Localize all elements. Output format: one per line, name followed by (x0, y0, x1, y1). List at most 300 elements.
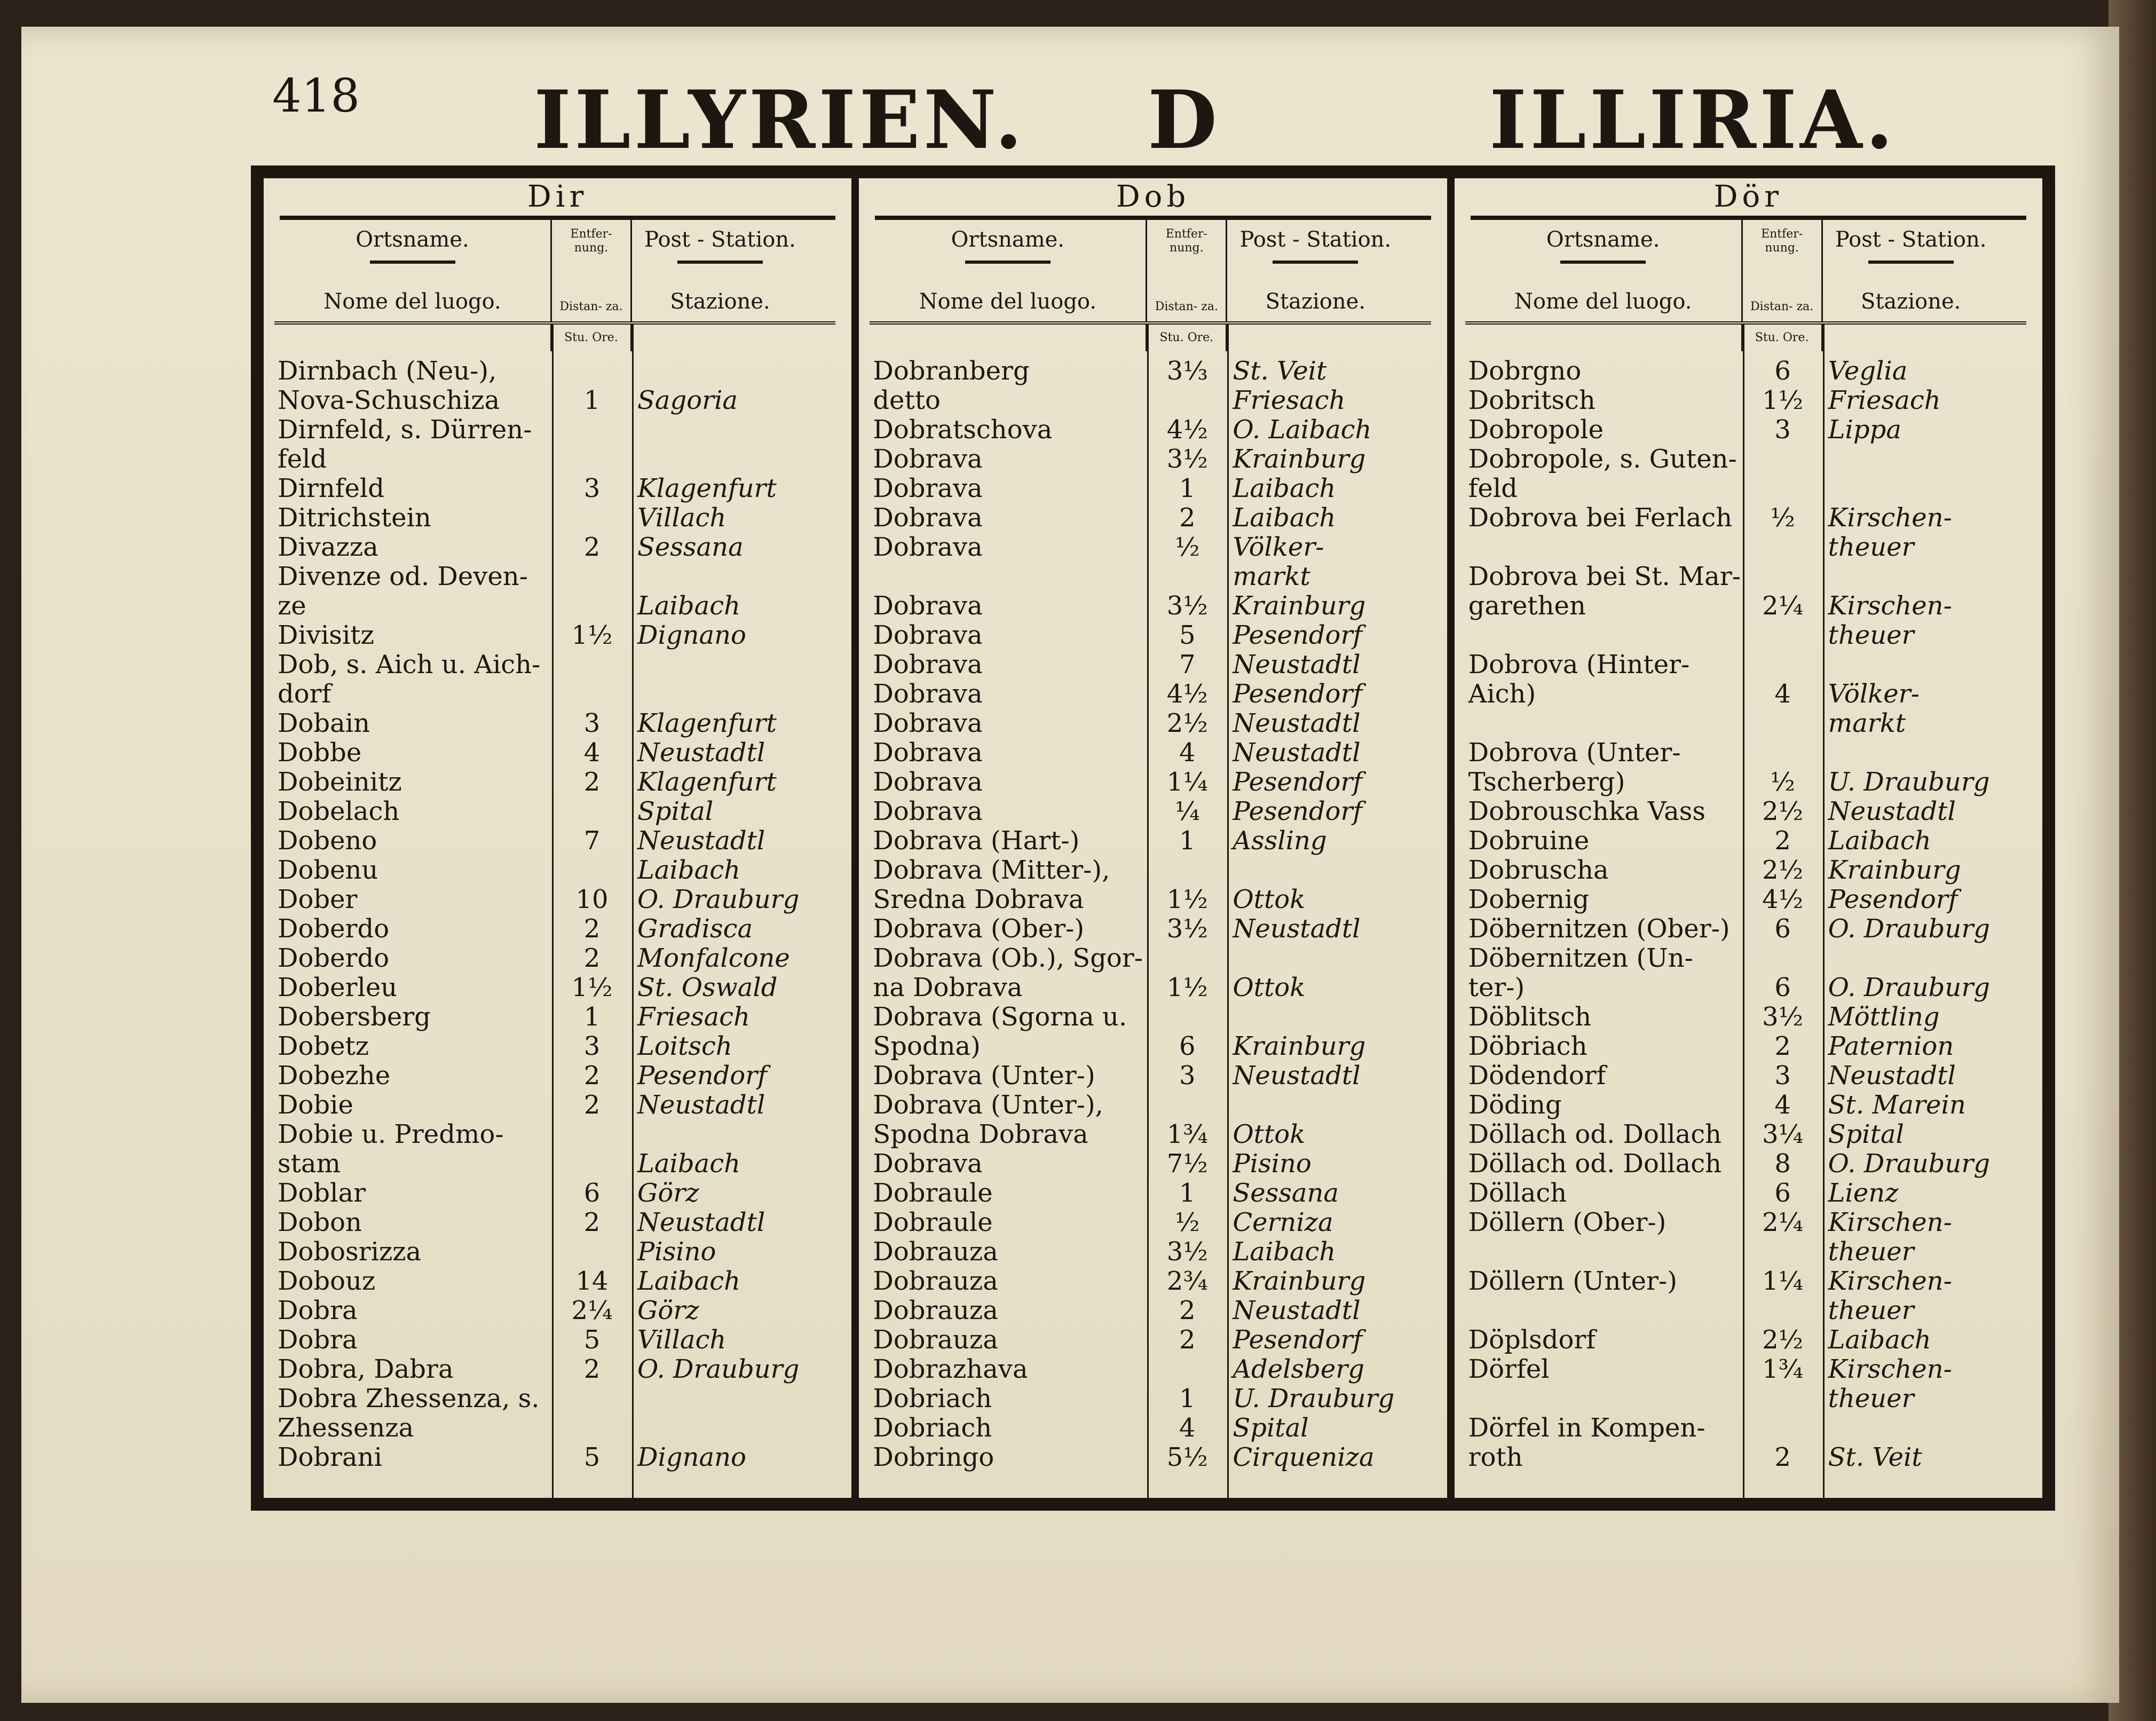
place-name (1465, 1296, 1743, 1325)
table-row (274, 1179, 835, 1208)
header-german: Entfer- nung. (1165, 227, 1207, 255)
table-row (870, 1267, 1431, 1296)
table-row (870, 474, 1431, 503)
table-row (1465, 621, 2026, 650)
place-name: Spodna) (873, 1032, 981, 1061)
table-row (1465, 357, 2026, 386)
post-station: theuer (1828, 1384, 1914, 1414)
table-row (1465, 914, 2026, 944)
table-row (274, 885, 835, 914)
place-name: Döbernitzen (Un- (1468, 944, 1693, 973)
distance (1147, 386, 1227, 415)
table-row (1465, 1091, 2026, 1120)
title-italian: ILLIRIA. (1489, 73, 1897, 167)
distance: 14 (575, 1266, 609, 1296)
distance: 6 (1179, 1031, 1196, 1061)
post-station: O. Laibach (1233, 415, 1372, 445)
column-header (870, 220, 1431, 325)
distance: 2¼ (571, 1296, 613, 1325)
post-station: Loitsch (637, 1032, 732, 1061)
place-name (1465, 1237, 1743, 1267)
post-station: Neustadtl (1233, 1061, 1361, 1091)
header-rule (1560, 260, 1646, 264)
distance (1743, 709, 1823, 738)
table-row (274, 1384, 835, 1414)
header-italian: Nome del luogo. (1514, 289, 1692, 314)
post-station: Pesendorf (1233, 768, 1363, 797)
place-name: Dobrava (873, 621, 983, 650)
distance (1743, 562, 1823, 591)
place-name: Dobruine (1468, 826, 1590, 856)
post-station: theuer (1828, 1237, 1914, 1267)
table-row (1465, 856, 2026, 885)
post-station: Sagoria (637, 386, 738, 415)
table-row (274, 357, 835, 386)
place-name: Aich) (1468, 680, 1536, 709)
post-station: O. Drauburg (1828, 1149, 1990, 1179)
place-name (1465, 621, 1743, 650)
table-row (274, 1002, 835, 1032)
distance: 4 (583, 738, 601, 768)
post-station: Kirschen- (1828, 591, 1952, 621)
place-name: Döllach od. Dollach (1468, 1120, 1722, 1149)
place-name: Döllach od. Dollach (1468, 1149, 1722, 1179)
post-station (1823, 650, 1999, 680)
place-name: Dobouz (278, 1267, 376, 1296)
distance: 10 (575, 885, 609, 914)
unit-row (870, 325, 1431, 351)
table-row (274, 533, 835, 562)
distance: ½ (1175, 1207, 1200, 1237)
post-station: Neustadtl (637, 826, 765, 856)
column-header-cell (1743, 220, 1823, 321)
unit-cell (870, 325, 1147, 351)
distance: 1 (583, 1002, 601, 1032)
table-row (870, 944, 1431, 973)
place-name: Dörfel in Kompen- (1468, 1414, 1705, 1443)
table-row (870, 386, 1431, 415)
post-station: St. Veit (1233, 357, 1327, 386)
distance: 1 (1179, 473, 1196, 503)
distance (552, 1414, 632, 1443)
distance (552, 1384, 632, 1414)
unit-row (1465, 325, 2026, 351)
place-name: Döllach (1468, 1179, 1567, 1208)
distance: 2 (1179, 503, 1196, 533)
distance: 1 (1179, 1178, 1196, 1208)
unit-cell (1823, 325, 1999, 351)
distance: 2 (583, 914, 601, 944)
post-station (1227, 856, 1403, 885)
distance: 4 (1179, 738, 1196, 768)
header-rule (965, 260, 1051, 264)
post-station: O. Drauburg (1828, 973, 1990, 1002)
unit-cell (1465, 325, 1743, 351)
post-station: Pisino (1233, 1149, 1312, 1179)
table-row (274, 768, 835, 797)
table-row (870, 415, 1431, 445)
post-station (632, 562, 808, 591)
place-name: Döblitsch (1468, 1002, 1592, 1032)
distance: 4 (1179, 1413, 1196, 1443)
table-row (1465, 533, 2026, 562)
post-station: St. Marein (1828, 1091, 1966, 1120)
distance: 2 (583, 767, 601, 797)
table-row (274, 1120, 835, 1149)
distance (552, 797, 632, 826)
entry-list (870, 357, 1431, 1472)
distance: 3½ (1762, 1002, 1804, 1032)
table-row (870, 1296, 1431, 1325)
place-name: Dob, s. Aich u. Aich- (278, 650, 541, 680)
table-row (870, 973, 1431, 1002)
distance: 6 (583, 1178, 601, 1208)
post-station (632, 445, 808, 474)
table-row (274, 1355, 835, 1384)
table-row (870, 680, 1431, 709)
distance: 2¾ (1166, 1266, 1208, 1296)
distance: 6 (1774, 1178, 1791, 1208)
unit-row (274, 325, 835, 351)
post-station (632, 650, 808, 680)
table-row (870, 826, 1431, 856)
distance: 3 (1774, 1061, 1791, 1091)
distance: 3½ (1166, 591, 1208, 621)
table-row (274, 591, 835, 621)
distance (1743, 650, 1823, 680)
post-station: O. Drauburg (637, 1355, 800, 1384)
title-german: ILLYRIEN. (534, 73, 1026, 167)
gazetteer-table (251, 165, 2055, 1511)
place-name: Dobruscha (1468, 856, 1609, 885)
header-german: Post - Station. (644, 227, 796, 252)
post-station: Pesendorf (1233, 797, 1363, 826)
place-name: Dobersberg (278, 1002, 431, 1032)
place-name: Tscherberg) (1468, 768, 1625, 797)
post-station: Kirschen- (1828, 1355, 1952, 1384)
place-name: Sredna Dobrava (873, 885, 1084, 914)
distance (1147, 1355, 1227, 1384)
distance (1743, 533, 1823, 562)
table-row (274, 503, 835, 533)
place-name: Dobriach (873, 1414, 992, 1443)
post-station: Völker- (1233, 533, 1324, 562)
table-row (870, 1032, 1431, 1061)
header-german: Ortsname. (951, 227, 1065, 252)
entry-list (1465, 357, 2026, 1472)
post-station: Villach (637, 503, 726, 533)
table-row (1465, 973, 2026, 1002)
table-row (1465, 768, 2026, 797)
post-station: Ottok (1233, 973, 1306, 1002)
table-row (274, 415, 835, 445)
table-row (274, 621, 835, 650)
distance: 5 (583, 1325, 601, 1355)
post-station: Görz (637, 1179, 699, 1208)
place-name: stam (278, 1149, 341, 1179)
table-row (1465, 797, 2026, 826)
post-station (1823, 738, 1999, 768)
header-italian: Stazione. (1265, 289, 1366, 314)
distance: 2½ (1762, 796, 1804, 826)
table-row (274, 1414, 835, 1443)
table-row (870, 591, 1431, 621)
distance: 3½ (1166, 444, 1208, 474)
table-row (1465, 1267, 2026, 1296)
post-station (632, 1384, 808, 1414)
header-italian: Nome del luogo. (323, 289, 501, 314)
post-station: Neustadtl (1233, 738, 1361, 768)
place-name: Dobrava (Ober-) (873, 914, 1085, 944)
distance (552, 856, 632, 885)
table-row (1465, 1032, 2026, 1061)
distance: 2 (583, 943, 601, 973)
post-station: Neustadtl (1233, 914, 1361, 944)
table-row (1465, 1061, 2026, 1091)
header-italian: Distan- za. (1750, 300, 1814, 313)
place-name: Dobrauza (873, 1325, 998, 1355)
post-station: Klagenfurt (637, 709, 777, 738)
table-row (1465, 562, 2026, 591)
place-name: Dobritsch (1468, 386, 1596, 415)
place-name: na Dobrava (873, 973, 1023, 1002)
distance: 4 (1774, 1090, 1791, 1120)
post-station: Cerniza (1233, 1208, 1333, 1237)
post-station: Friesach (637, 1002, 751, 1032)
column-header-cell (632, 220, 808, 321)
table-row (274, 973, 835, 1002)
table-row (870, 1179, 1431, 1208)
post-station: Pesendorf (1233, 1325, 1363, 1355)
header-rule (370, 260, 455, 264)
place-name: Dobrauza (873, 1267, 998, 1296)
distance: 1½ (1762, 385, 1804, 415)
post-station (632, 357, 808, 386)
table-row (274, 738, 835, 768)
place-name: Dobrova bei Ferlach (1468, 503, 1733, 533)
post-station: Pesendorf (1828, 885, 1958, 914)
distance (1743, 944, 1823, 973)
post-station: Krainburg (1233, 1032, 1366, 1061)
post-station: Kirschen- (1828, 503, 1952, 533)
header-rule (1868, 260, 1954, 264)
header-rule (1273, 260, 1358, 264)
table-row (274, 709, 835, 738)
table-row (1465, 1325, 2026, 1355)
table-row (274, 474, 835, 503)
table-row (1465, 503, 2026, 533)
table-row (1465, 1149, 2026, 1179)
place-name: Dobropole (1468, 415, 1604, 445)
header-italian: Stazione. (1860, 289, 1961, 314)
unit-cell (1227, 325, 1403, 351)
post-station: Spital (1233, 1414, 1309, 1443)
post-station: O. Drauburg (1828, 914, 1990, 944)
post-station (1227, 1002, 1403, 1032)
distance: 8 (1774, 1149, 1791, 1179)
place-name: Doberleu (278, 973, 398, 1002)
place-name (1465, 1384, 1743, 1414)
table-row (870, 797, 1431, 826)
post-station: Laibach (637, 1149, 740, 1179)
distance: 2 (583, 1207, 601, 1237)
post-station: Assling (1233, 826, 1327, 856)
place-name: Dobrauza (873, 1296, 998, 1325)
distance: 1 (583, 385, 601, 415)
post-station (1227, 1091, 1403, 1120)
place-name: Dobraule (873, 1179, 993, 1208)
distance: 5 (583, 1442, 601, 1472)
section-title: Dob (875, 178, 1431, 220)
table-row (870, 1325, 1431, 1355)
table-row (1465, 474, 2026, 503)
place-name: Döllern (Ober-) (1468, 1208, 1667, 1237)
table-row (1465, 1443, 2026, 1472)
table-row (870, 1208, 1431, 1237)
distance: 4½ (1166, 679, 1208, 709)
post-station: Neustadtl (1233, 650, 1361, 680)
post-station: Spital (1828, 1120, 1904, 1149)
distance: 7 (1179, 650, 1196, 680)
place-name: Dobrova (Hinter- (1468, 650, 1690, 680)
place-name: Dobbe (278, 738, 362, 768)
distance: 1 (1179, 1384, 1196, 1414)
table-row (870, 1149, 1431, 1179)
column-header-cell (1147, 220, 1227, 321)
post-station: Spital (637, 797, 714, 826)
place-name: Dobeinitz (278, 768, 402, 797)
post-station: Görz (637, 1296, 699, 1325)
header-german: Entfer- nung. (1761, 227, 1803, 255)
section-title: Dir (280, 178, 835, 220)
place-name: Dobrava (873, 591, 983, 621)
table-row (870, 621, 1431, 650)
post-station: Laibach (637, 856, 740, 885)
distance: 7½ (1166, 1149, 1208, 1179)
section-column (264, 178, 859, 1498)
column-header-cell (1465, 220, 1743, 321)
post-station: U. Drauburg (1233, 1384, 1395, 1414)
post-station (632, 415, 808, 445)
table-row (274, 650, 835, 680)
distance: 7 (583, 826, 601, 856)
table-row (1465, 1179, 2026, 1208)
distance (1743, 738, 1823, 768)
table-row (274, 944, 835, 973)
place-name: Dobie u. Predmo- (278, 1120, 504, 1149)
post-station (632, 1414, 808, 1443)
place-name: Dobrava (873, 503, 983, 533)
header-german: Entfer- nung. (570, 227, 612, 255)
post-station: Neustadtl (1828, 797, 1956, 826)
place-name: Dobon (278, 1208, 362, 1237)
place-name: Döbriach (1468, 1032, 1588, 1061)
distance (1743, 1414, 1823, 1443)
distance: 5½ (1166, 1442, 1208, 1472)
unit-cell: Stu. Ore. (1743, 325, 1823, 351)
place-name: Dobringo (873, 1443, 994, 1472)
header-italian: Stazione. (670, 289, 770, 314)
place-name: Dobranberg (873, 357, 1030, 386)
post-station (1823, 562, 1999, 591)
distance: 2 (1774, 826, 1791, 856)
table-row (1465, 386, 2026, 415)
distance: 2 (1774, 1031, 1791, 1061)
post-station: Villach (637, 1325, 726, 1355)
post-station: Sessana (1233, 1179, 1339, 1208)
place-name: Dobrouschka Vass (1468, 797, 1706, 826)
place-name: garethen (1468, 591, 1586, 621)
post-station: Laibach (1233, 503, 1336, 533)
place-name: Dobrava (873, 474, 983, 503)
distance: 3 (1774, 415, 1791, 445)
distance (1147, 856, 1227, 885)
distance: 1¼ (1762, 1266, 1804, 1296)
distance (552, 1237, 632, 1267)
unit-cell (632, 325, 808, 351)
distance: ½ (1770, 503, 1795, 533)
distance: 4 (1774, 679, 1791, 709)
place-name: Doberdo (278, 914, 390, 944)
post-station: theuer (1828, 1296, 1914, 1325)
table-row (1465, 1384, 2026, 1414)
header-rule (677, 260, 763, 264)
post-station: Klagenfurt (637, 768, 777, 797)
place-name: Dobrazhava (873, 1355, 1028, 1384)
distance (552, 1149, 632, 1179)
distance (552, 562, 632, 591)
place-name: Doblar (278, 1179, 366, 1208)
place-name (870, 562, 1147, 591)
post-station: markt (1233, 562, 1310, 591)
place-name: Ditrichstein (278, 503, 431, 533)
distance: 1½ (571, 973, 613, 1002)
table-row (274, 386, 835, 415)
post-station (1823, 474, 1999, 503)
distance: 3½ (1166, 914, 1208, 944)
distance: 3½ (1166, 1237, 1208, 1267)
distance (1743, 474, 1823, 503)
section-title: Dör (1471, 178, 2026, 220)
post-station: Lippa (1828, 415, 1901, 445)
post-station: Neustadtl (637, 738, 765, 768)
place-name: Spodna Dobrava (873, 1120, 1088, 1149)
place-name: Dobrava (873, 650, 983, 680)
table-row (870, 445, 1431, 474)
column-header-cell (870, 220, 1147, 321)
table-row (1465, 650, 2026, 680)
table-row (1465, 1237, 2026, 1267)
distance: 3 (583, 1031, 601, 1061)
distance (1743, 1296, 1823, 1325)
table-row (274, 1032, 835, 1061)
section-column (859, 178, 1454, 1498)
distance: 2 (583, 1061, 601, 1091)
place-name: Dobriach (873, 1384, 992, 1414)
header-german: Post - Station. (1239, 227, 1392, 252)
column-header-cell (1823, 220, 1999, 321)
place-name: Dobrauza (873, 1237, 998, 1267)
post-station: U. Drauburg (1828, 768, 1990, 797)
table-row (1465, 415, 2026, 445)
post-station: Pesendorf (1233, 621, 1363, 650)
distance (1147, 562, 1227, 591)
post-station: Krainburg (1233, 445, 1366, 474)
table-row (1465, 885, 2026, 914)
post-station: Kirschen- (1828, 1208, 1952, 1237)
post-station: Laibach (637, 591, 740, 621)
distance: 2 (583, 532, 601, 562)
